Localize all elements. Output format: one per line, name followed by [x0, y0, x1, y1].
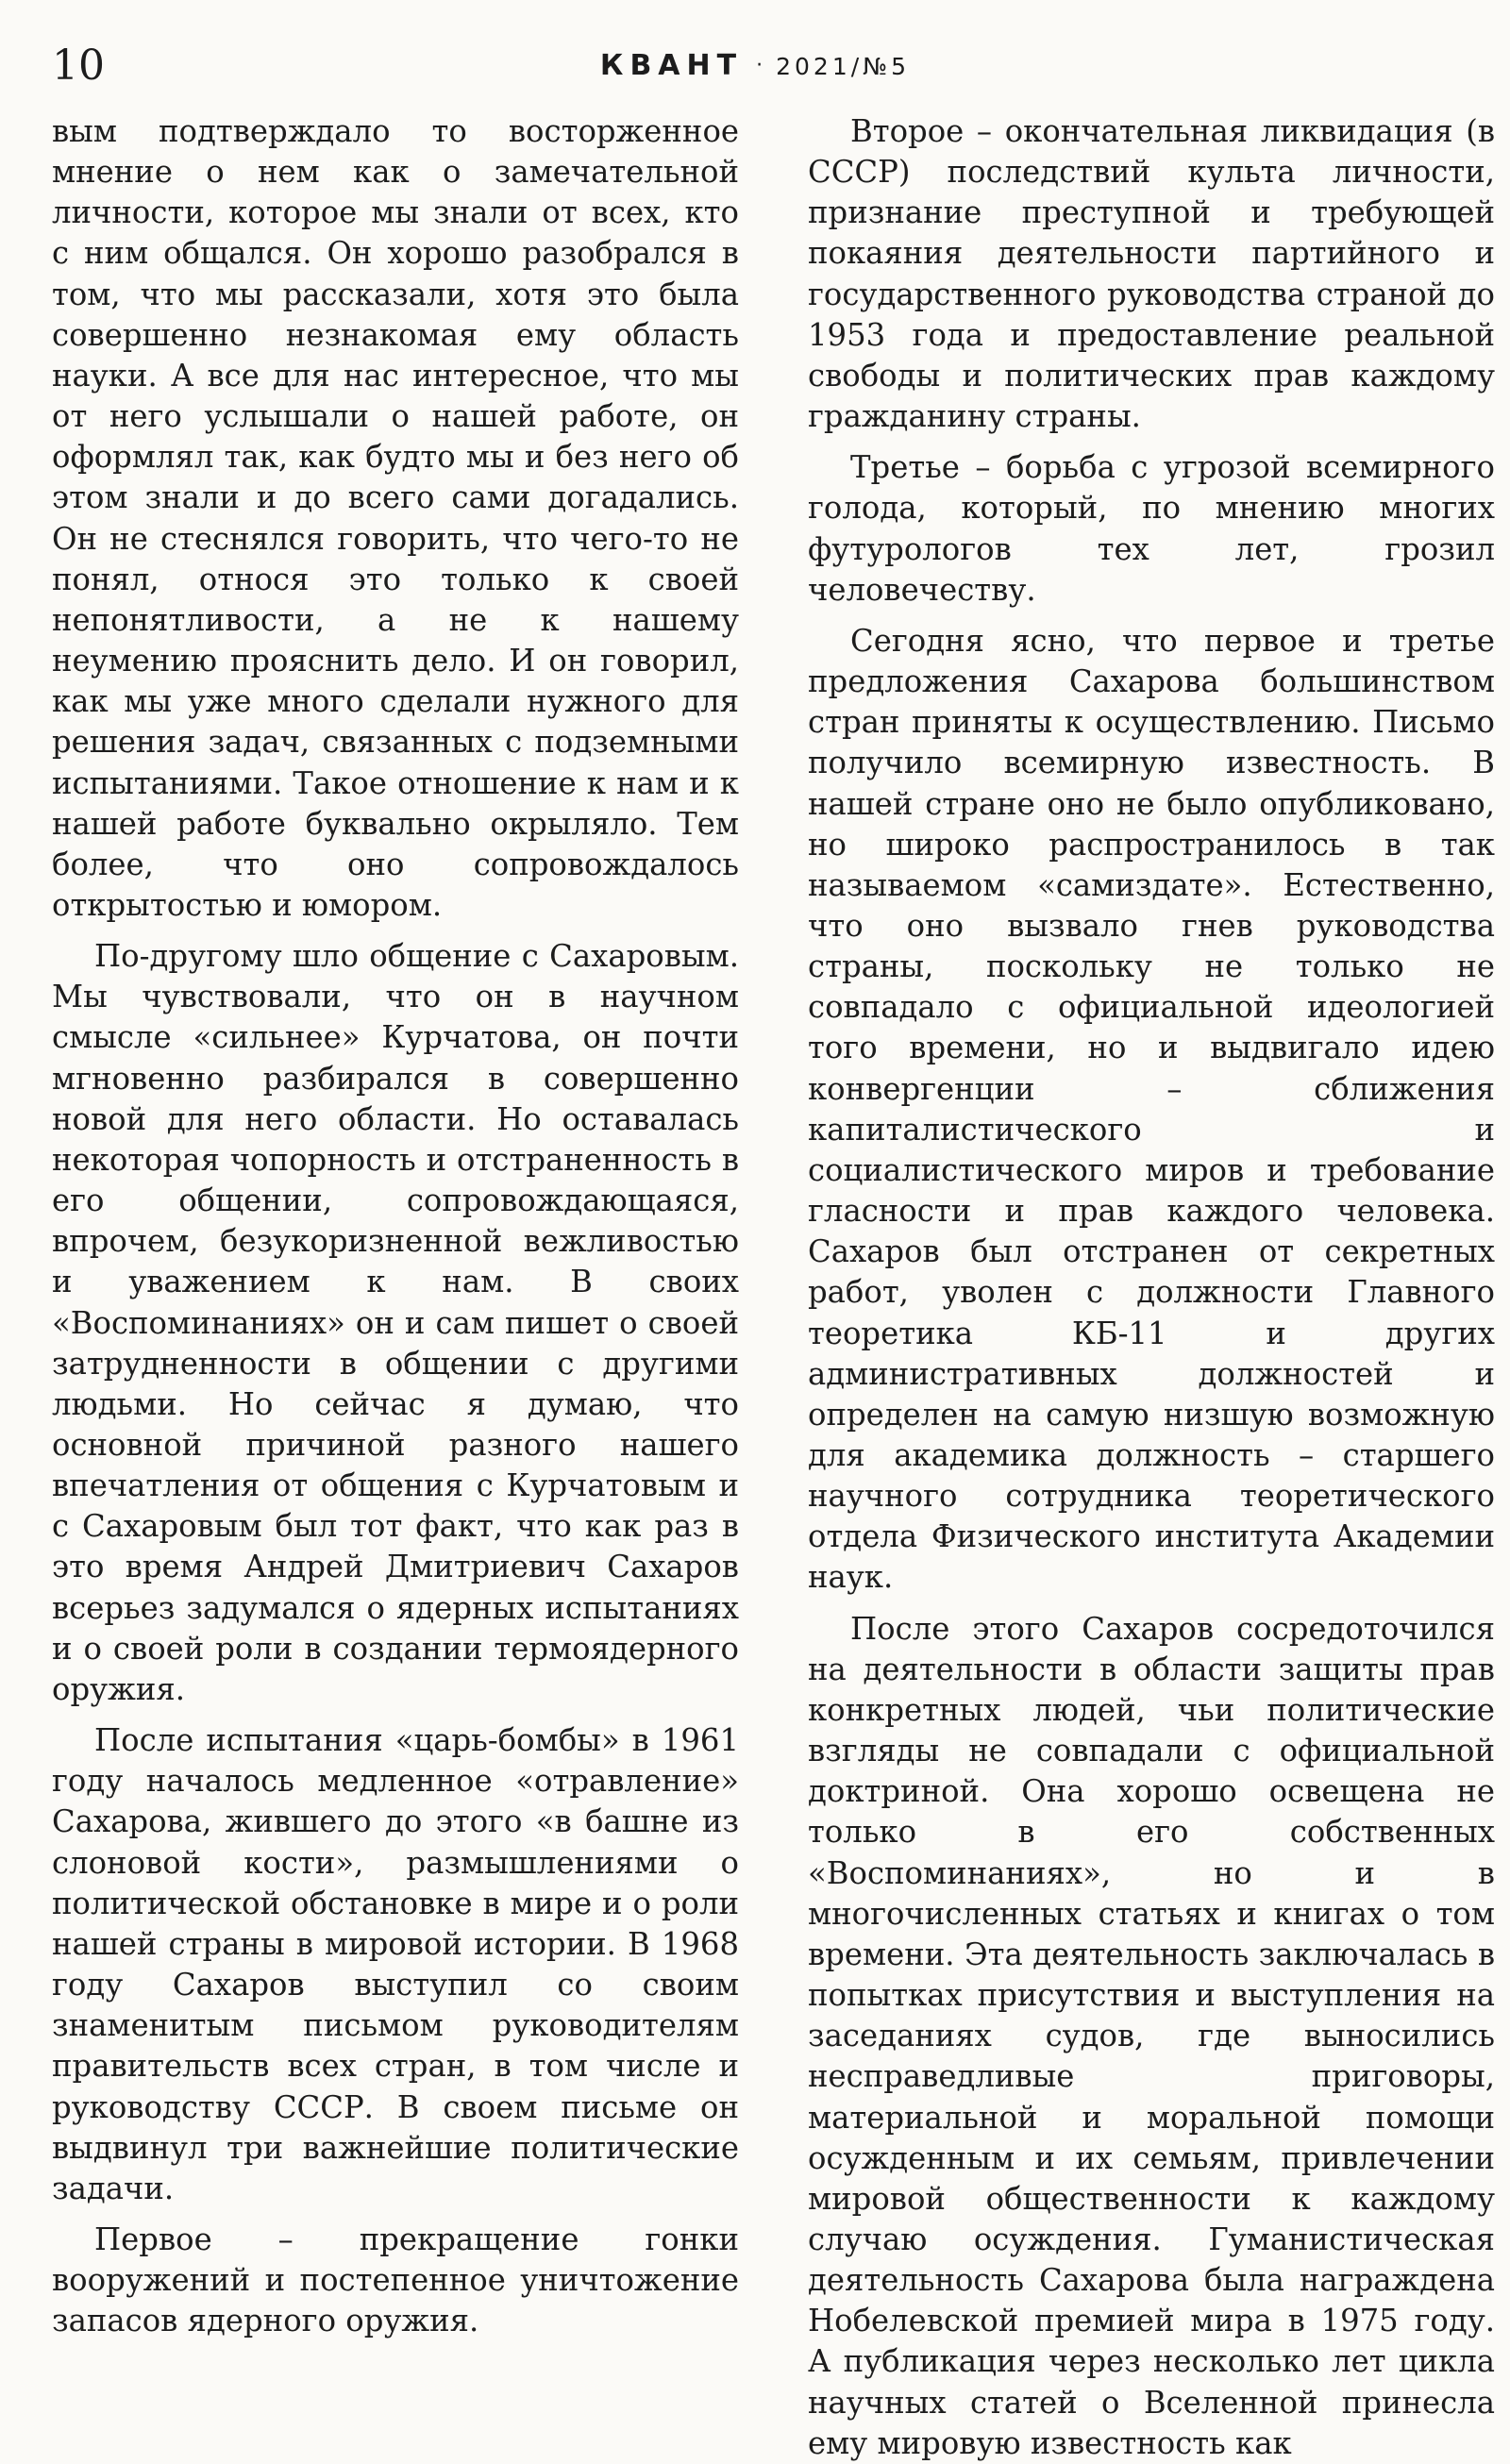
paragraph: Второе – окончательная ликвидация (в СССР) последствий культа личности, признание преступной и требующей покаяния деятельности партийного и государственного руководства страной до 1953 года и предоставление реальной свободы и политических прав каждому гражданину страны.: [808, 113, 1495, 435]
issue-number: 2021/№5: [776, 53, 911, 80]
paragraph: После испытания «царь-бомбы» в 1961 году началось медленное «отравление» Сахарова, жившего до этого «в башне из слоновой кости», размышлениями о политической обстановке в мире и о роли нашей страны в мировой истории. В 1968 году Сахаров выступил со своим знаменитым письмом руководителям правительств всех стран, в том числе и руководству СССР. В своем письме он выдвинул три важнейшие политические задачи.: [52, 1722, 739, 2206]
running-head: [0, 38, 1510, 98]
page-number: 10: [52, 42, 105, 90]
paragraph: Первое – прекращение гонки вооружений и постепенное уничтожение запасов ядерного оружия.: [52, 2221, 739, 2339]
paragraph: Третье – борьба с угрозой всемирного голода, который, по мнению многих футурологов тех лет, грозил человечеству.: [808, 449, 1495, 608]
paragraph: Сегодня ясно, что первое и третье предложения Сахарова большинством стран приняты к осуществлению. Письмо получило всемирную известность. В нашей стране оно не было опубликовано, но широко распространилось в так называемом «самиздате». Естественно, что оно вызвало гнев руководства страны, поскольку не только не совпадало с официальной идеологией того времени, но и выдвигало идею конвергенции – сближения капиталистического и социалистического миров и требование гласности и прав каждого человека. Сахаров был отстранен от секретных работ, уволен с должности Главного теоретика КБ-11 и других административных должностей и определен на самую низшую возможную для академика должность – старшего научного сотрудника теоретического отдела Физического института Академии наук.: [808, 622, 1495, 1596]
separator-dot: ·: [756, 54, 763, 77]
paragraph: вым подтверждало то восторженное мнение о нем как о замечательной личности, которое мы знали от всех, кто с ним общался. Он хорошо разобрался в том, что мы рассказали, хотя это была совершенно незнакомая ему область науки. А все для нас интересное, что мы от него услышали о нашей работе, он оформлял так, как будто мы и без него об этом знали и до всего сами догадались. Он не стеснялся говорить, что чего-то не понял, относя это только к своей непонятливости, а не к нашему неумению прояснить дело. И он говорил, как мы уже много сделали нужного для решения задач, связанных с подземными испытаниями. Такое отношение к нам и к нашей работе буквально окрыляло. Тем более, что оно сопровождалось открытостью и юмором.: [52, 113, 739, 923]
journal-title: КВАНТ: [599, 49, 744, 82]
left-column: [52, 111, 739, 2341]
page-header: [0, 38, 1510, 94]
paragraph: По-другому шло общение с Сахаровым. Мы чувствовали, что он в научном смысле «сильнее» Курчатова, он почти мгновенно разбирался в совершенно новой для него области. Но оставалась некоторая чопорность и отстраненность в его общении, сопровождающаяся, впрочем, безукоризненной вежливостью и уважением к нам. В своих «Воспоминаниях» он и сам пишет о своей затрудненности в общении с другими людьми. Но сейчас я думаю, что основной причиной разного нашего впечатления от общения с Курчатовым и с Сахаровым был тот факт, что как раз в это время Андрей Дмитриевич Сахаров всерьез задумался о ядерных испытаниях и о своей роли в создании термоядерного оружия.: [52, 938, 739, 1707]
paragraph: После этого Сахаров сосредоточился на деятельности в области защиты прав конкретных людей, чьи политические взгляды не совпадали с официальной доктриной. Она хорошо освещена не только в его собственных «Воспоминаниях», но и в многочисленных статьях и книгах о том времени. Эта деятельность заключалась в попытках присутствия и выступления на заседаниях судов, где выносились несправедливые приговоры, материальной и моральной помощи осужденным и их семьям, привлечении мировой общественности к каждому случаю осуждения. Гуманистическая деятельность Сахарова была награждена Нобелевской премией мира в 1975 году. А публикация через несколько лет цикла научных статей о Вселенной принесла ему мировую известность как: [808, 1610, 1495, 2461]
right-column: [808, 111, 1495, 2464]
